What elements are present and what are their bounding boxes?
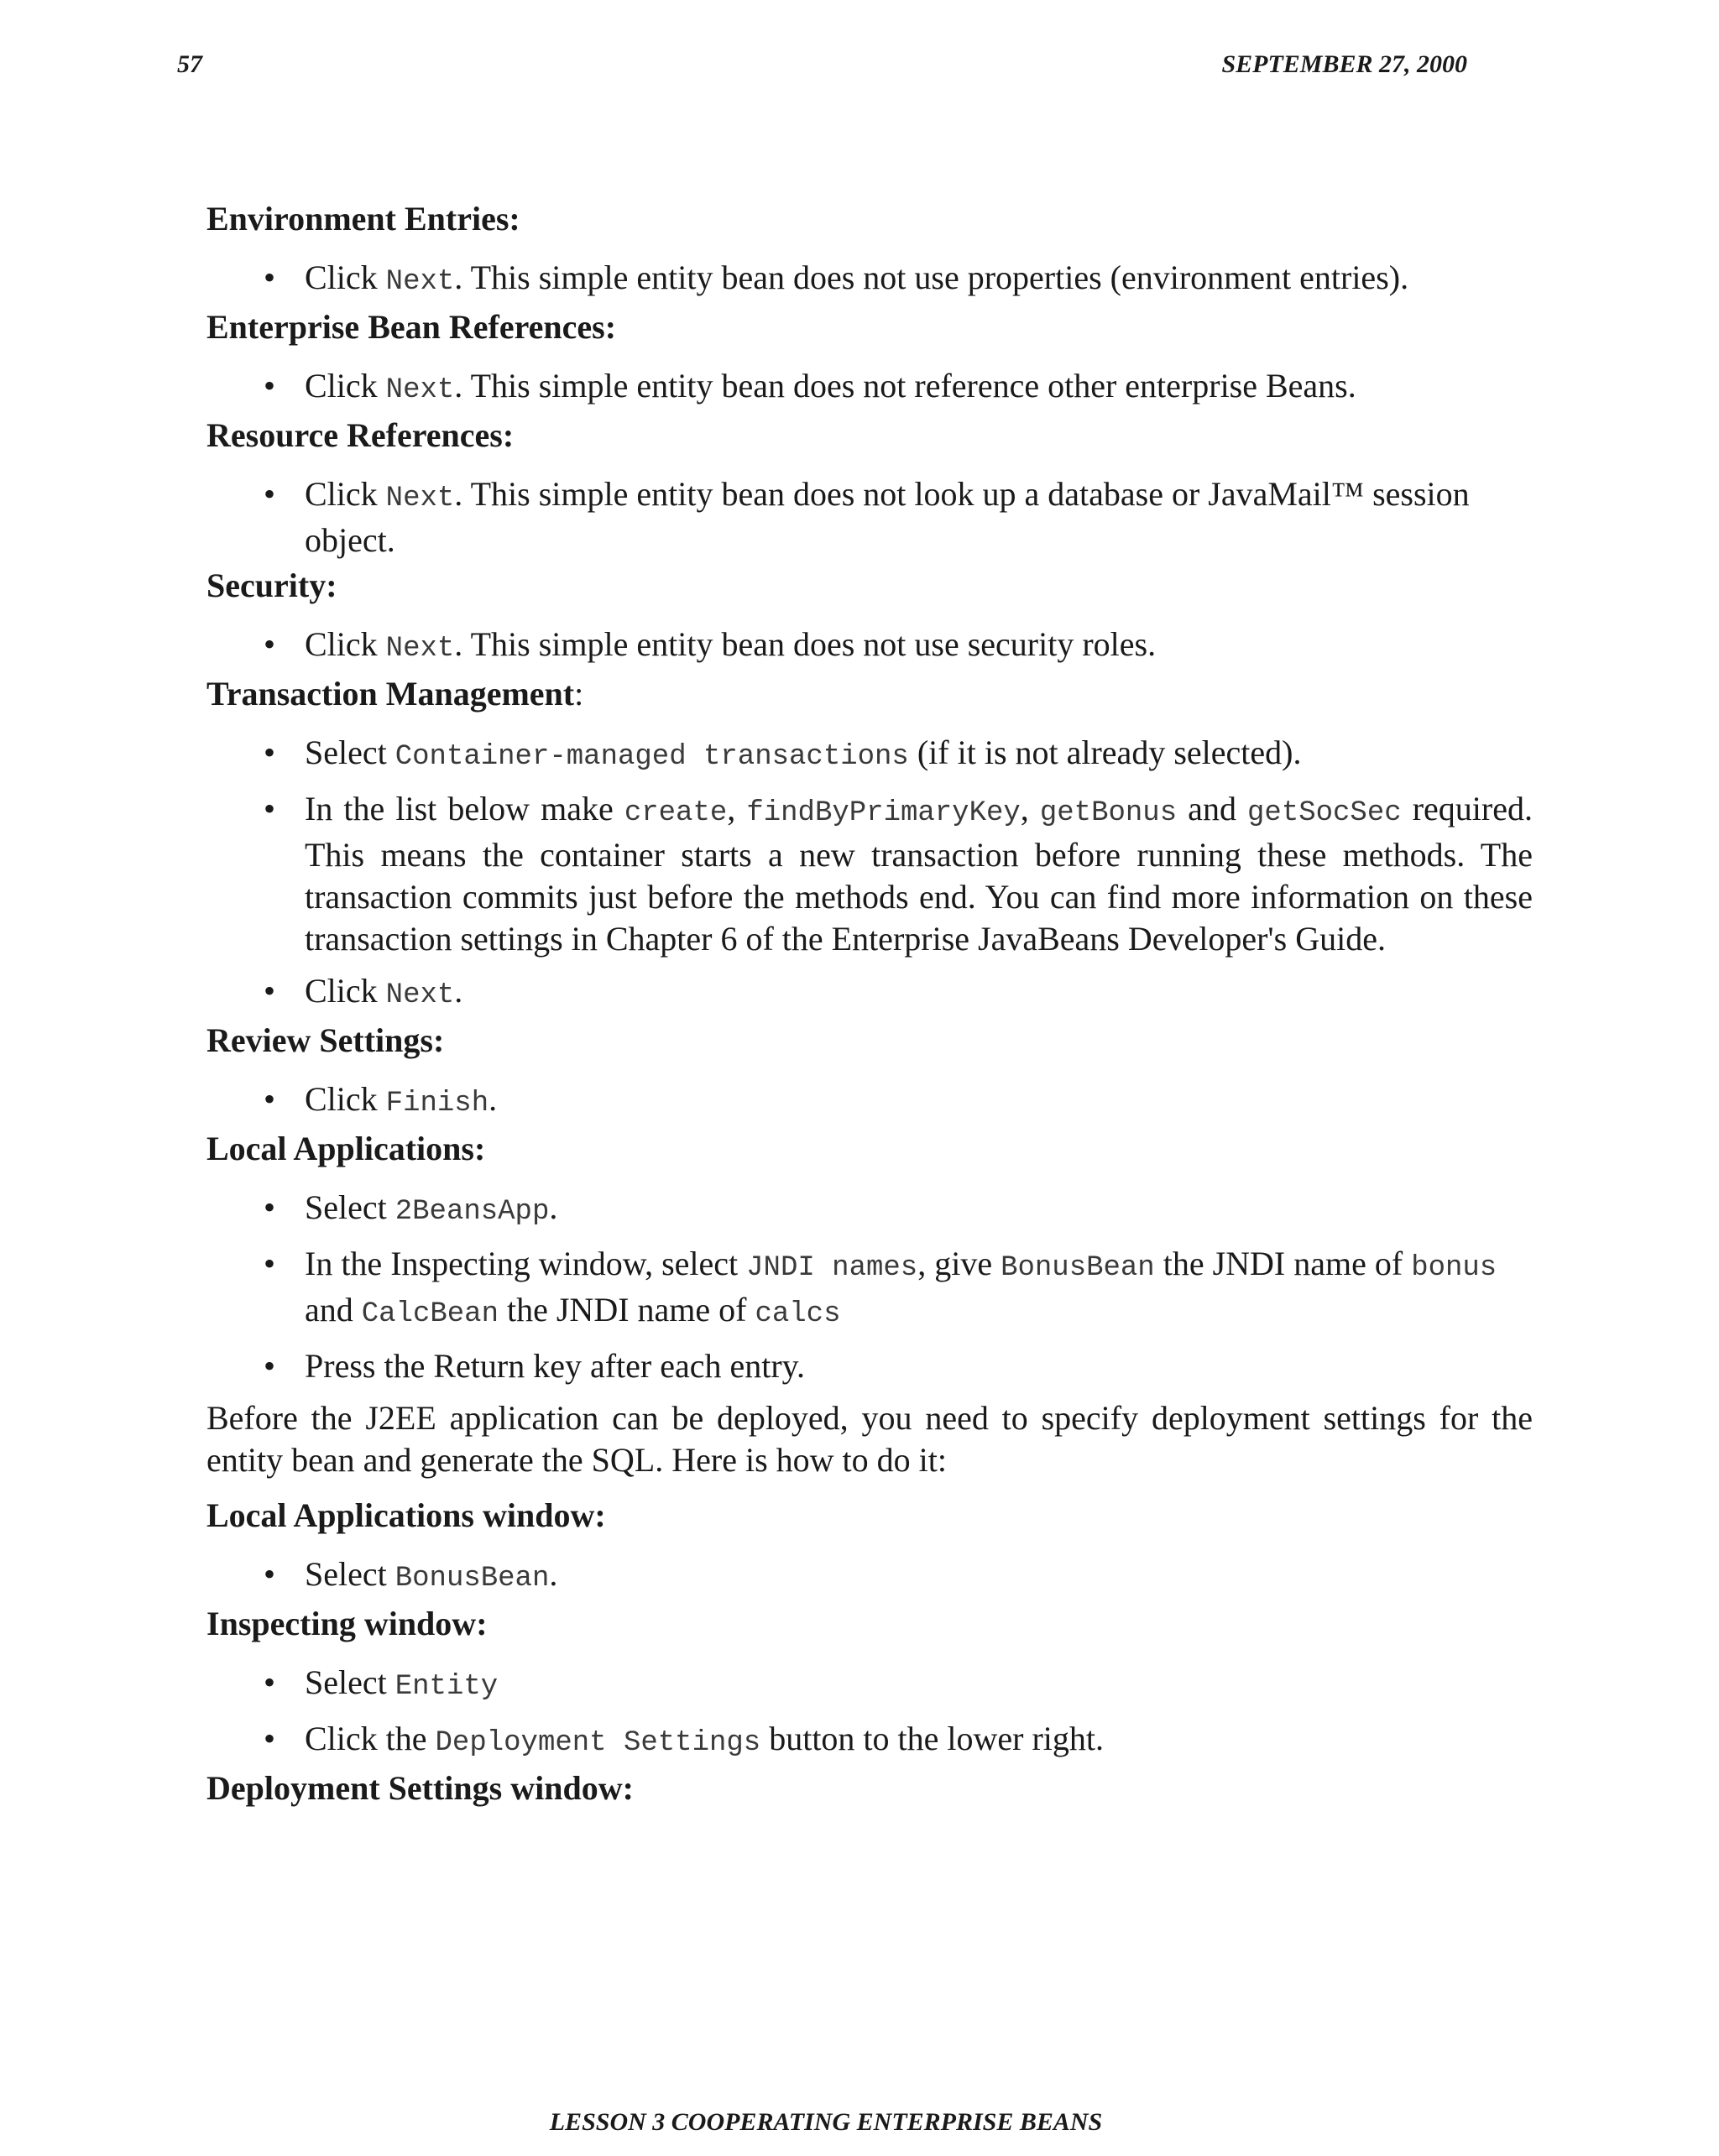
code-text: Next [385, 979, 455, 1011]
bullet: • [264, 1188, 276, 1226]
code-text: getSocSec [1247, 797, 1402, 829]
bullet: • [264, 475, 276, 513]
code-text: create [624, 797, 728, 829]
bullet: • [264, 367, 276, 405]
section-heading: Resource References: [206, 416, 515, 454]
page-content [206, 195, 1533, 1816]
code-text: JNDI names [746, 1252, 918, 1284]
section-heading: Environment Entries: [206, 200, 520, 238]
bullet: • [264, 1663, 276, 1701]
code-text: Next [385, 633, 455, 665]
list-item: • In the list below make create, findByPrimaryKey, getBonus and getSocSec required. This means the container starts a new transaction before running these methods. The transaction commits just before the methods end. You can find more information on these transaction settings in Chapter 6 of the Enterprise JavaBeans Developer's Guide. [264, 790, 1533, 958]
list-item: • Click Next. This simple entity bean does not look up a database or JavaMail™ session object. [264, 475, 1470, 559]
code-text: getBonus [1039, 797, 1178, 829]
bullet: • [264, 790, 276, 827]
list-item: • Click the Deployment Settings button to the lower right. [264, 1720, 1105, 1759]
list-item: • Select Container-managed transactions (if it is not already selected). [264, 733, 1302, 773]
list-item: • Select BonusBean. [264, 1555, 558, 1595]
list-item: • In the Inspecting window, select JNDI names, give BonusBean the JNDI name of bonus and CalcBean the JNDI name of calcs [264, 1245, 1497, 1330]
body-paragraph: Before the J2EE application can be deployed, you need to specify deployment settings for the entity bean and generate the SQL. Here is how to do it: [206, 1399, 1533, 1479]
section-heading: Transaction Management: [206, 675, 584, 713]
section-heading: Enterprise Bean References: [206, 308, 617, 346]
page-number: 57 [177, 50, 202, 78]
code-text: Next [385, 266, 455, 298]
bullet: • [264, 733, 276, 771]
bullet: • [264, 1555, 276, 1593]
code-text: BonusBean [1001, 1252, 1155, 1284]
list-item: • Click Next. This simple entity bean does not use properties (environment entries). [264, 258, 1409, 298]
page-footer: LESSON 3 COOPERATING ENTERPRISE BEANS [549, 2108, 1103, 2136]
header-date: SEPTEMBER 27, 2000 [1221, 50, 1467, 78]
code-text: Next [385, 483, 455, 514]
bullet: • [264, 972, 276, 1010]
bullet: • [264, 258, 276, 296]
list-item: • Click Next. This simple entity bean does not reference other enterprise Beans. [264, 367, 1356, 406]
list-item: • Click Next. This simple entity bean does not use security roles. [264, 625, 1157, 665]
code-text: BonusBean [394, 1563, 550, 1595]
list-item: • Click Finish. [264, 1080, 498, 1120]
code-text: calcs [755, 1298, 841, 1330]
code-text: CalcBean [361, 1298, 499, 1330]
section-heading: Review Settings: [206, 1021, 445, 1059]
list-item: • Press the Return key after each entry. [206, 1345, 1533, 1387]
code-text: Next [385, 374, 455, 406]
section-heading: Inspecting window: [206, 1605, 488, 1642]
list-item: • Select 2BeansApp. [264, 1188, 558, 1228]
section-heading: Security: [206, 566, 337, 604]
bullet: • [264, 1720, 276, 1757]
bullet: • [264, 625, 276, 663]
section-heading: Local Applications window: [206, 1496, 606, 1534]
code-text: Entity [394, 1671, 499, 1703]
list-item: • Click Next. [264, 972, 463, 1011]
code-text: findByPrimaryKey [746, 797, 1021, 829]
section-heading: Deployment Settings window: [206, 1769, 634, 1807]
bullet: • [264, 1080, 276, 1118]
bullet: • [264, 1347, 276, 1385]
section-heading: Local Applications: [206, 1130, 486, 1167]
code-text: Container-managed transactions [394, 741, 909, 773]
code-text: bonus [1411, 1252, 1497, 1284]
bullet: • [264, 1245, 276, 1282]
code-text: 2BeansApp [394, 1196, 550, 1228]
code-text: Deployment Settings [435, 1727, 761, 1759]
code-text: Finish [385, 1088, 489, 1120]
list-item: • Select Entity [264, 1663, 499, 1703]
